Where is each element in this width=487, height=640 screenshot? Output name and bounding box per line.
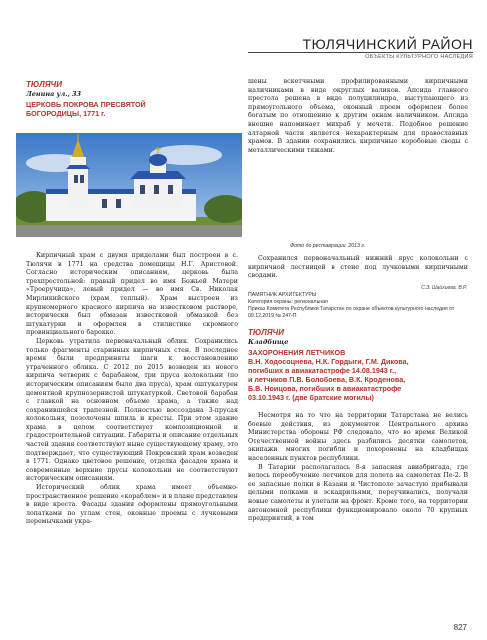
protection-order: Приказ Комитета Республики Татарстан по охране объектов культурного наследия от 09.12.2019 № 247-П — [248, 306, 455, 319]
object-title — [248, 348, 473, 402]
paragraph: В Татарии располагалась 8-я запасная авиабригада, где велось переобучение летчиков для полета на самолетах Пе-2. В ее запасные полки в Казани и Чистополе зачастую прибывали целыми полками и эскадрильями, переучивались, получали новые самолеты и улетали на фронт. Кроме того, на территории автономной республики функционировало около 70 крупных предприятий, в том — [248, 463, 468, 523]
left-text-column — [26, 252, 238, 527]
monument-type: ПАМЯТНИК АРХИТЕКТУРЫ — [248, 292, 317, 298]
paragraph: Исторический облик храма имеет объемно-пространственное решение «кораблем» и в плане представлен в виде креста. Фасады здания оформлены прямоугольными лопатками по углам стен, оконные проемы с лучковыми перемычками укра- — [26, 484, 238, 526]
paragraph: Церковь утратила первоначальный облик. Сохранились только фрагменты старинных кирпичных стен. В последнее время были предприняты шаги к восстановлению утраченного облика. С 2012 по 2015 возведен из нового кирпича четверик с барабаном, три пруса колокольни (по историческим описаниям было два пруса), храм оштукатурен цементной крупнозернистой штукатуркой. Световой барабан с главкой на основном объеме храма, а также над сохранившейся трапезной. Полностью воссоздана 3-прусая колокольня, позолочены шпиль и кресты. При этом здание храма в целом соответствует композиционной и градостроительной ситуации. Габариты и описание отдельных частей здания соответствуют ныне существующему храму, это подтверждает, что существующий Покровский храм возведен в 1771. Однако цветовое решение, отделка фасадов храма и современные верхние прусы колокольни не соответствуют историческим описаниям. — [26, 337, 238, 483]
protection-category: Категория охраны: региональная — [248, 299, 328, 305]
object-title-line: погибших в авиакатастрофе 14.08.1943 г., — [248, 366, 397, 375]
author-credit: С.З. Шайхиева, В.Р. — [421, 285, 467, 291]
page-number: 827 — [453, 623, 467, 632]
paragraph: Кирпичный храм с двумя приделами был построен в с. Тюлячи в 1771 на средства помещицы Н.Г. Аристовой. Согласно историческим описаниям, церковь была трехпрестольной: правый придел во имя Божьей Матери «Троеручица», левый придел — во имя Св. Николая Мирликийского (храм теплый). Храм выстроен из крупномерного красного кирпича на известковом растворе, исторически был обмазан известковой обмазкой без штукатурки и оформлен в стилистике скромного провинциального барокко. — [26, 252, 238, 337]
object-title-line: 03.10.1943 г. (две братские могилы) — [248, 393, 374, 402]
section-subtitle: ОБЪЕКТЫ КУЛЬТУРНОГО НАСЛЕДИЯ — [365, 54, 473, 60]
object-title-line: ЗАХОРОНЕНИЯ ЛЕТЧИКОВ — [248, 348, 346, 357]
object-title-line: и летчиков П.В. Болобоева, В.К. Кроденова, — [248, 375, 406, 384]
church-photo — [16, 133, 242, 237]
paragraph: Сохранился первоначальный нижний ярус колокольни с кирпичной лестницей в стене под лучковыми кирпичными сводами. — [248, 255, 468, 280]
section-title: ТЮЛЯЧИНСКИЙ РАЙОН — [302, 36, 473, 52]
right-text-mid — [248, 255, 468, 281]
paragraph: шены вскетчными профилированными кирпичными наличниками в виде округлых валиков. Апсида главного престола решена в виде полуцилиндра, выступающего из прямоугольного объема, оконный проем оформлен более богатым по отношению к другим окнам наличником. Апсида внешне напоминает михраб у мечети. Подобное решение алтарной части является нехарактерным для православных храмов. В здании сохранились кирпичные коробовые своды с металлическими тяжами. — [248, 78, 468, 154]
header-rule — [248, 52, 473, 53]
paragraph: Несмотря на то что на территории Татарстана не велись боевые действия, из документов Центрального архива Министерства обороны РФ следовало, что во время Великой Отечественной войны здесь разбились десятки самолетов, экипажи многих погибли и похоронены на кладбищах населенных пунктов республики. — [248, 412, 468, 462]
place-name: ТЮЛЯЧИ — [26, 80, 62, 89]
object-title — [26, 100, 146, 118]
address: Ленина ул., 33 — [26, 90, 82, 98]
address: Кладбище — [248, 338, 289, 346]
right-text-bottom — [248, 412, 468, 524]
object-title-line: ЦЕРКОВЬ ПОКРОВА ПРЕСВЯТОЙ — [26, 100, 146, 109]
place-name: ТЮЛЯЧИ — [248, 328, 284, 337]
object-title-line: БОГОРОДИЦЫ, 1771 г. — [26, 109, 106, 118]
object-title-line: Б.В. Ноицова, погибших в авиакатастрофе — [248, 384, 402, 393]
object-title-line: В.Н. Ходосоцнева, Н.К. Гордыги, Г.М. Дикова, — [248, 357, 409, 366]
photo-caption: Фото до реставрации. 2013 г. — [290, 243, 366, 249]
protection-info — [248, 292, 468, 320]
right-text-top — [248, 78, 468, 155]
